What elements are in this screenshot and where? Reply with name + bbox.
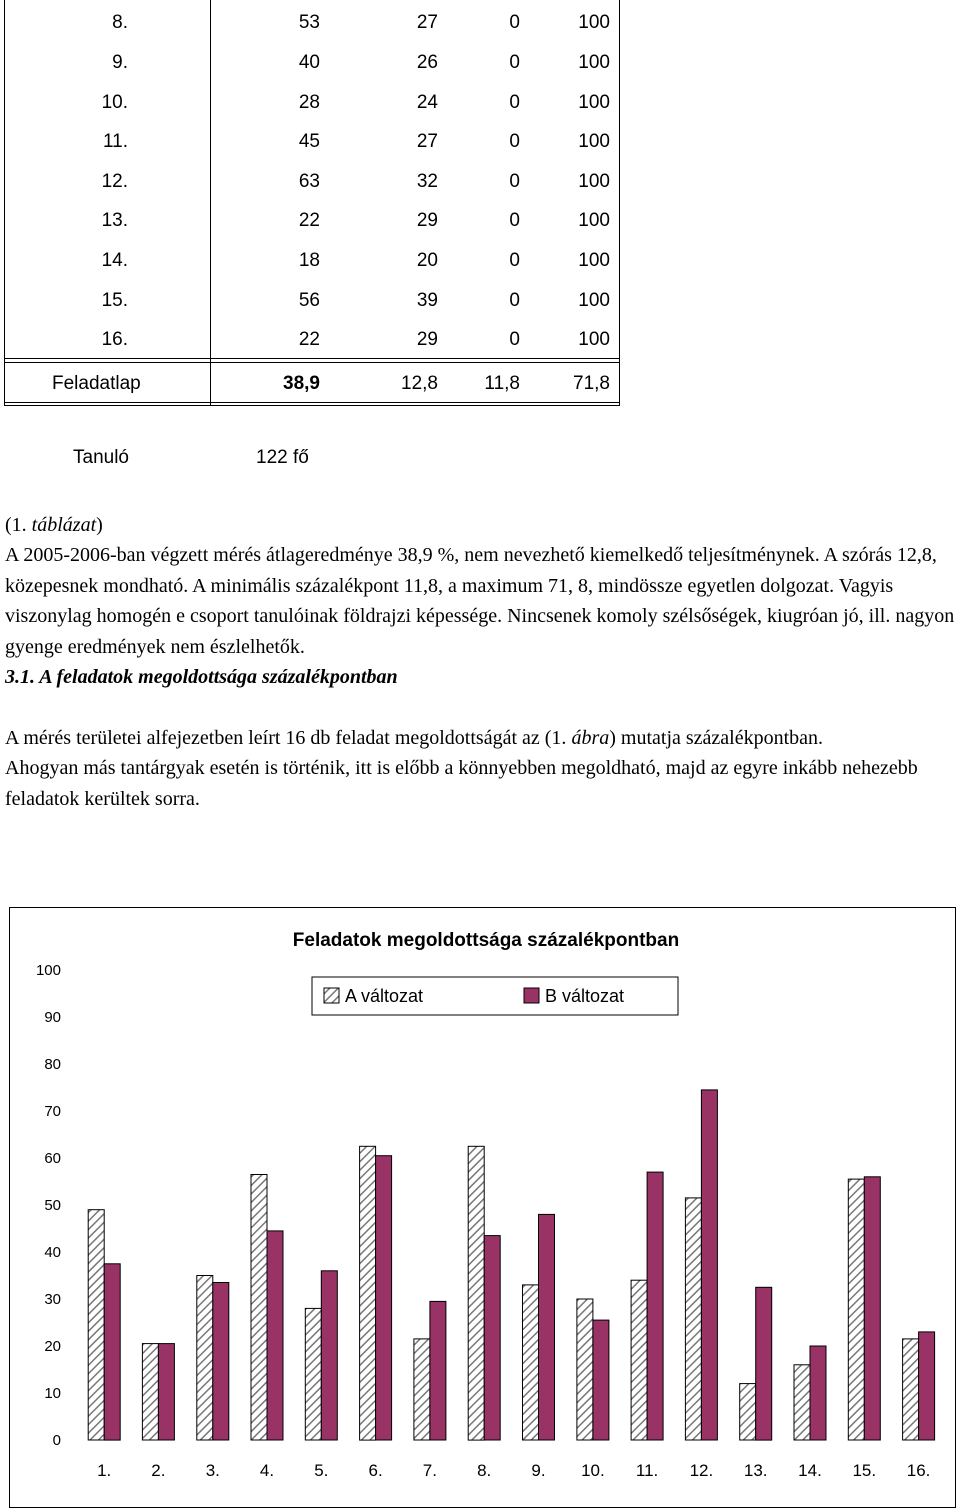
bar-series-a — [577, 1299, 593, 1440]
x-axis-ticks — [97, 1461, 930, 1480]
mean-value: 45 — [298, 131, 320, 152]
bar-series-a — [142, 1344, 158, 1440]
y-tick-label: 30 — [44, 1291, 61, 1308]
bar-series-b — [810, 1346, 826, 1440]
bar-chart — [10, 908, 955, 1507]
min-value: 0 — [509, 92, 520, 113]
deviation-value: 24 — [416, 92, 438, 113]
chart-frame — [9, 907, 956, 1508]
mean-value: 40 — [298, 52, 320, 73]
table-border-left — [4, 0, 5, 406]
y-tick-label: 70 — [44, 1103, 61, 1120]
task-number: 13. — [101, 210, 128, 231]
x-tick-label: 14. — [798, 1461, 822, 1480]
deviation-value: 29 — [416, 210, 438, 231]
x-tick-label: 5. — [314, 1461, 329, 1480]
task-number: 9. — [112, 52, 128, 73]
bar-series-a — [794, 1365, 810, 1440]
table-bottom-rule-bottom — [4, 405, 620, 406]
bar-series-b — [321, 1271, 337, 1440]
task-number: 11. — [102, 131, 128, 152]
mean-value: 53 — [298, 12, 320, 33]
paragraph-order: Ahogyan más tantárgyak esetén is történik, itt is előbb a könnyebben megoldható, majd az egyre inkább nehezebb feladatok kerültek sorra. — [5, 757, 918, 810]
x-tick-label: 2. — [151, 1461, 166, 1480]
max-value: 100 — [578, 250, 610, 271]
min-value: 0 — [509, 329, 520, 350]
bar-series-a — [523, 1285, 539, 1440]
x-tick-label: 3. — [205, 1461, 220, 1480]
bar-series-b — [701, 1090, 717, 1440]
bar-series-a — [305, 1308, 321, 1440]
x-tick-label: 7. — [422, 1461, 437, 1480]
x-tick-label: 8. — [477, 1461, 492, 1480]
bar-series-a — [360, 1146, 376, 1440]
bar-series-b — [213, 1283, 229, 1441]
bar-series-a — [740, 1384, 756, 1440]
summary-min: 11,8 — [484, 373, 520, 394]
bar-series-a — [414, 1339, 430, 1440]
bar-series-b — [430, 1301, 446, 1440]
y-tick-label: 40 — [44, 1244, 61, 1261]
x-tick-label: 12. — [689, 1461, 714, 1480]
y-tick-label: 90 — [44, 1009, 61, 1026]
deviation-value: 27 — [416, 131, 438, 152]
min-value: 0 — [509, 290, 520, 311]
section-heading: 3.1. A feladatok megoldottsága százalékpontban — [5, 666, 398, 689]
deviation-value: 20 — [416, 250, 438, 271]
table-border-right — [619, 0, 620, 406]
max-value: 100 — [578, 171, 610, 192]
y-axis-ticks — [36, 962, 61, 1449]
figure-ref-italic: ábra — [571, 726, 610, 749]
max-value: 100 — [578, 290, 610, 311]
y-tick-label: 100 — [35, 962, 61, 979]
statistics-table — [4, 0, 620, 406]
min-value: 0 — [509, 250, 520, 271]
max-value: 100 — [578, 92, 610, 113]
min-value: 0 — [509, 131, 520, 152]
mean-value: 22 — [298, 210, 320, 231]
y-tick-label: 60 — [44, 1150, 61, 1167]
bar-series-b — [484, 1236, 500, 1440]
x-tick-label: 1. — [97, 1461, 112, 1480]
body-text — [5, 510, 955, 814]
chart-title: Feladatok megoldottsága százalékpontban — [292, 930, 680, 951]
bar-series-a — [848, 1179, 864, 1440]
legend-swatch-b — [524, 988, 539, 1003]
caption-italic: táblázat — [31, 514, 97, 536]
x-tick-label: 15. — [852, 1461, 877, 1480]
task-number: 16. — [101, 329, 128, 350]
task-number: 12. — [101, 171, 128, 192]
paragraph-figure-ref — [5, 723, 955, 753]
caption-text: (1. — [5, 514, 32, 536]
min-value: 0 — [509, 12, 520, 33]
legend-label-b: B változat — [545, 986, 625, 1006]
figure-ref-text: A mérés területei alfejezetben leírt 16 db feladat megoldottságát az (1. — [5, 726, 572, 749]
student-label: Tanuló — [73, 447, 129, 468]
chart-legend — [312, 977, 678, 1015]
bar-series-a — [631, 1280, 647, 1440]
table-bottom-rule-top — [4, 402, 620, 403]
x-tick-label: 4. — [259, 1461, 275, 1480]
paragraph-results: A 2005-2006-ban végzett mérés átlageredménye 38,9 %, nem nevezhető kiemelkedő teljesítménynek. A szórás 12,8, közepesnek mondható. A minimális százalékpont 11,8, a maximum 71, 8, mindössze egyetlen dolgozat. Vagyis viszonylag homogén e csoport tanulóinak földrajzi képessége. Nincsenek komoly szélsőségek, kiugróan jó, ill. nagyon gyenge eredmények nem észlelhetők. — [5, 544, 955, 658]
y-tick-label: 50 — [44, 1197, 61, 1214]
task-number: 14. — [101, 250, 128, 271]
y-tick-label: 0 — [52, 1432, 61, 1449]
mean-value: 18 — [298, 250, 320, 271]
figure-ref-after: ) mutatja százalékpontban. — [609, 726, 824, 749]
bar-series-a — [903, 1339, 919, 1440]
task-number: 15. — [101, 290, 128, 311]
mean-value: 63 — [298, 171, 320, 192]
legend-swatch-a — [324, 988, 339, 1003]
x-tick-label: 10. — [581, 1461, 605, 1480]
mean-value: 28 — [298, 92, 320, 113]
bar-series-a — [685, 1198, 701, 1440]
bar-series-b — [104, 1264, 120, 1440]
summary-deviation: 12,8 — [401, 373, 438, 394]
task-number: 8. — [112, 12, 128, 33]
bar-series-b — [158, 1344, 174, 1440]
deviation-value: 32 — [416, 171, 438, 192]
table-summary-rule-bottom — [4, 362, 620, 363]
y-tick-label: 10 — [44, 1385, 61, 1402]
bar-series-b — [756, 1287, 772, 1440]
max-value: 100 — [578, 12, 610, 33]
bar-series-b — [864, 1177, 880, 1440]
caption-close: ) — [96, 514, 103, 536]
summary-max: 71,8 — [573, 373, 610, 394]
min-value: 0 — [509, 52, 520, 73]
deviation-value: 39 — [416, 290, 438, 311]
student-count: 122 fő — [256, 447, 309, 468]
bars — [88, 1090, 934, 1440]
max-value: 100 — [578, 329, 610, 350]
min-value: 0 — [509, 171, 520, 192]
bar-series-a — [468, 1146, 484, 1440]
x-tick-label: 6. — [368, 1461, 383, 1480]
bar-series-b — [647, 1172, 663, 1440]
bar-series-b — [539, 1214, 555, 1440]
table-summary-rule-top — [4, 358, 620, 359]
task-number: 10. — [101, 92, 128, 113]
y-tick-label: 20 — [44, 1338, 61, 1355]
max-value: 100 — [578, 210, 610, 231]
deviation-value: 29 — [416, 329, 438, 350]
bar-series-a — [88, 1210, 104, 1440]
bar-series-a — [251, 1175, 267, 1441]
x-tick-label: 16. — [906, 1461, 931, 1480]
max-value: 100 — [578, 131, 610, 152]
x-tick-label: 13. — [743, 1461, 768, 1480]
table-caption — [5, 510, 955, 540]
bar-series-b — [376, 1156, 392, 1440]
bar-series-b — [919, 1332, 935, 1440]
y-tick-label: 80 — [44, 1056, 61, 1073]
deviation-value: 27 — [416, 12, 438, 33]
bar-series-a — [197, 1276, 213, 1441]
summary-mean: 38,9 — [283, 373, 320, 394]
legend-label-a: A változat — [345, 986, 424, 1006]
mean-value: 56 — [298, 290, 320, 311]
x-tick-label: 11. — [635, 1461, 659, 1480]
bar-series-b — [267, 1231, 283, 1440]
max-value: 100 — [578, 52, 610, 73]
bar-series-b — [593, 1320, 609, 1440]
mean-value: 22 — [298, 329, 320, 350]
summary-label: Feladatlap — [52, 373, 141, 394]
x-tick-label: 9. — [531, 1461, 546, 1480]
deviation-value: 26 — [416, 52, 438, 73]
min-value: 0 — [509, 210, 520, 231]
